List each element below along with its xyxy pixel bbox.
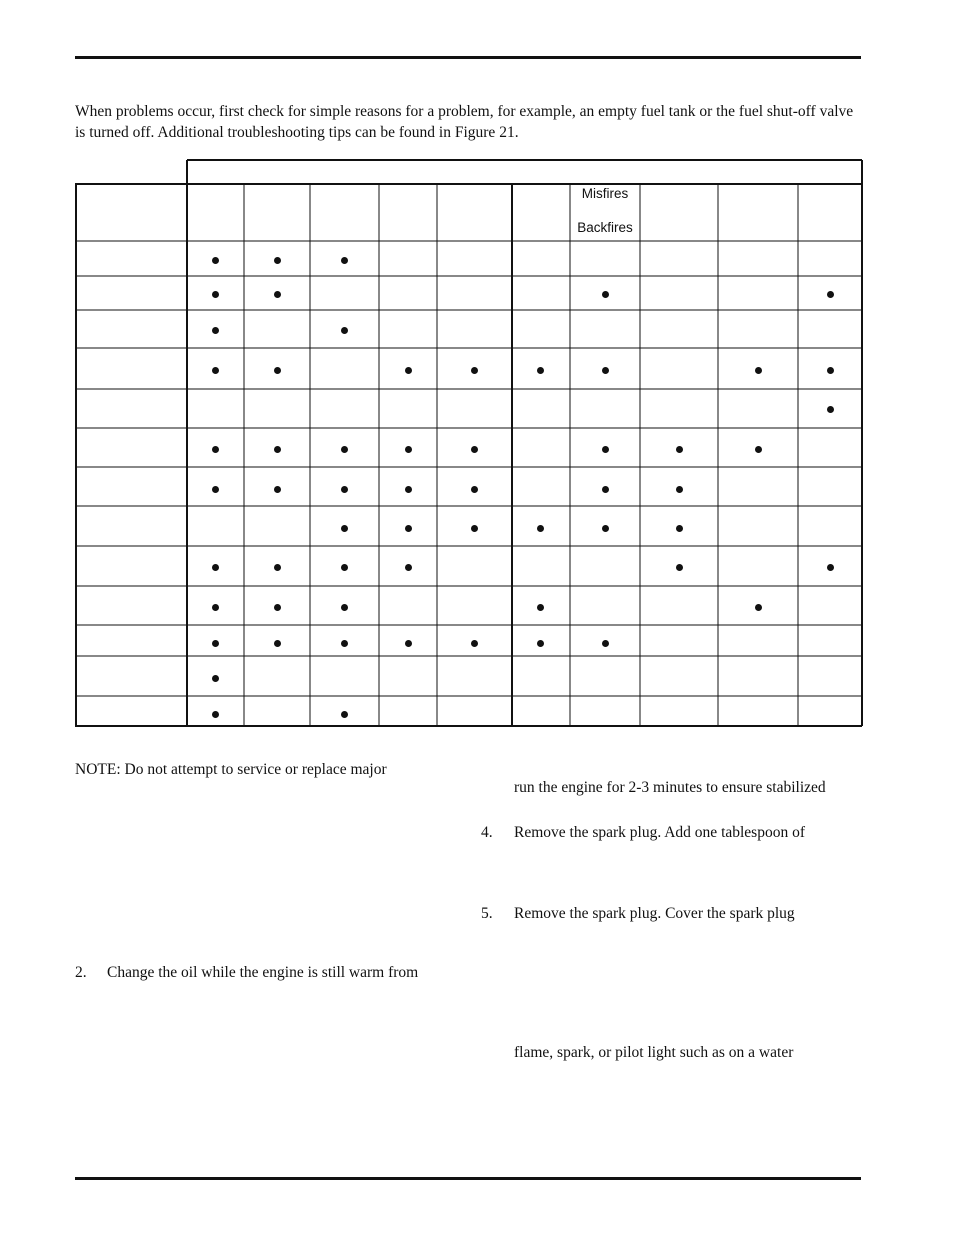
table-dot xyxy=(676,446,683,453)
table-dot xyxy=(755,367,762,374)
table-dot xyxy=(341,711,348,718)
table-dot xyxy=(602,446,609,453)
table-dot xyxy=(602,525,609,532)
table-dot xyxy=(341,640,348,647)
table-dot xyxy=(212,446,219,453)
table-dot xyxy=(405,446,412,453)
table-dot xyxy=(827,291,834,298)
table-dot xyxy=(471,486,478,493)
step-2-number: 2. xyxy=(75,964,87,981)
table-dot xyxy=(341,604,348,611)
table-dot xyxy=(341,564,348,571)
table-dot xyxy=(274,486,281,493)
table-dot xyxy=(755,446,762,453)
table-dot xyxy=(602,640,609,647)
table-dot xyxy=(212,367,219,374)
table-dot xyxy=(405,486,412,493)
right-line-2: flame, spark, or pilot light such as on a water xyxy=(514,1044,794,1061)
table-dot xyxy=(405,564,412,571)
table-dot xyxy=(676,525,683,532)
table-dot xyxy=(405,640,412,647)
table-dot xyxy=(676,564,683,571)
table-dot xyxy=(212,604,219,611)
step-2-text: Change the oil while the engine is still warm from xyxy=(107,964,419,981)
table-dot xyxy=(274,291,281,298)
table-dot xyxy=(602,486,609,493)
table-dot xyxy=(212,711,219,718)
table-dot xyxy=(212,327,219,334)
table-dot xyxy=(827,564,834,571)
intro-paragraph: When problems occur, first check for simple reasons for a problem, for example, an empty fuel tank or the fuel shut-off valve is turned off. Additional troubleshooting tips can be found in Figure 21. xyxy=(75,103,854,141)
table-dot xyxy=(827,367,834,374)
table-dot xyxy=(274,257,281,264)
step-5-number: 5. xyxy=(481,905,493,922)
table-dot xyxy=(341,525,348,532)
table-dot xyxy=(405,367,412,374)
table-dot xyxy=(212,640,219,647)
table-dot xyxy=(212,675,219,682)
table-dot xyxy=(471,640,478,647)
header-backfires: Backfires xyxy=(577,220,633,235)
table-dot xyxy=(274,604,281,611)
table-dot xyxy=(602,367,609,374)
table-dot xyxy=(274,640,281,647)
bottom-rule xyxy=(75,1177,861,1180)
table-dot xyxy=(341,486,348,493)
table-dot xyxy=(537,604,544,611)
step-4-text: Remove the spark plug. Add one tablespoon of xyxy=(514,824,806,841)
table-dot xyxy=(212,564,219,571)
table-dot xyxy=(341,327,348,334)
table-dot xyxy=(471,525,478,532)
table-dot xyxy=(471,367,478,374)
table-dot xyxy=(212,486,219,493)
table-dot xyxy=(341,446,348,453)
table-dot xyxy=(537,640,544,647)
table-dot xyxy=(755,604,762,611)
step-4-number: 4. xyxy=(481,824,493,841)
header-misfires: Misfires xyxy=(581,186,629,201)
table-dot xyxy=(827,406,834,413)
table-dot xyxy=(274,446,281,453)
table-dot xyxy=(274,564,281,571)
table-dot xyxy=(676,486,683,493)
table-dot xyxy=(537,367,544,374)
table-dot xyxy=(212,291,219,298)
table-dot xyxy=(537,525,544,532)
table-dot xyxy=(602,291,609,298)
table-dot xyxy=(274,367,281,374)
table-dot xyxy=(405,525,412,532)
step-5-text: Remove the spark plug. Cover the spark plug xyxy=(514,905,795,922)
right-line-1: run the engine for 2-3 minutes to ensure stabilized xyxy=(514,779,826,796)
note-text: NOTE: Do not attempt to service or replace major xyxy=(75,761,387,778)
table-dot xyxy=(471,446,478,453)
table-dot xyxy=(212,257,219,264)
table-dot xyxy=(341,257,348,264)
